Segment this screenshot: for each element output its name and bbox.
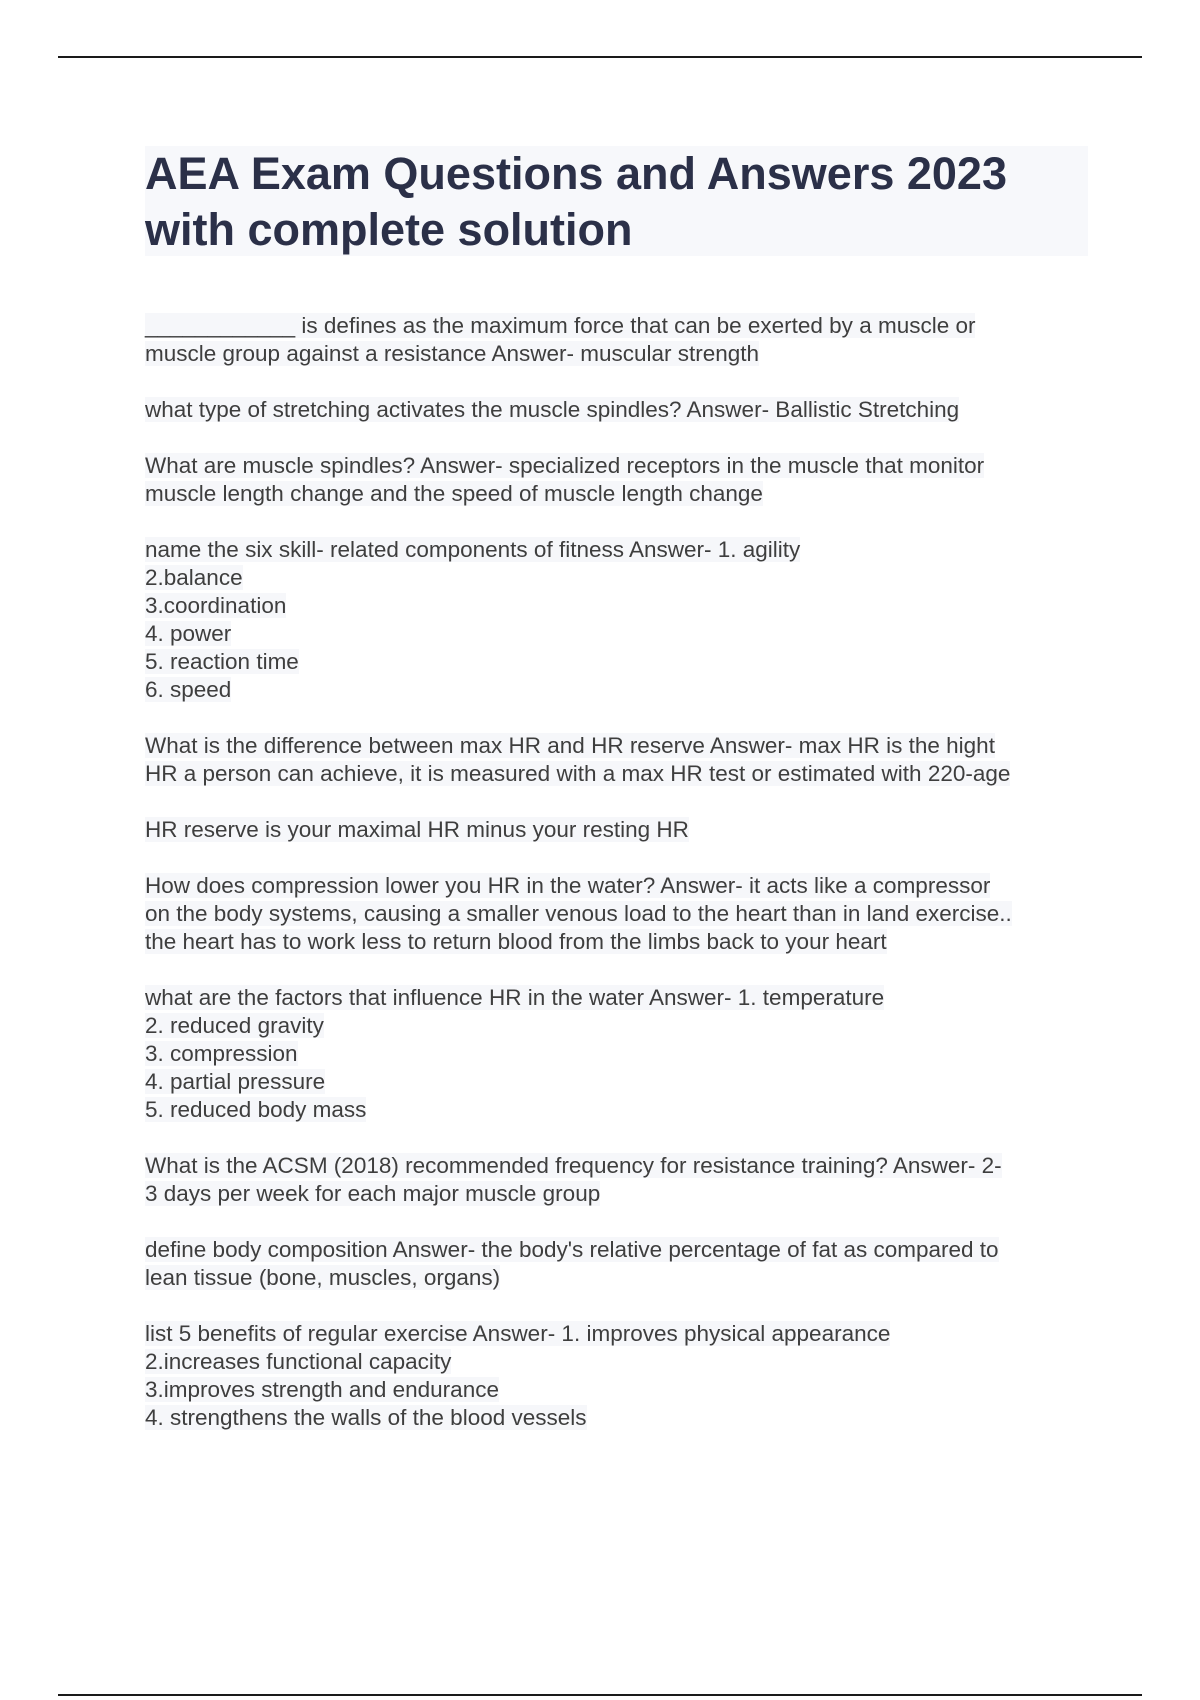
qa-list bbox=[145, 312, 1085, 1460]
qa-line: name the six skill- related components of fitness Answer- 1. agility bbox=[145, 537, 801, 562]
qa-line: 3 days per week for each major muscle group bbox=[145, 1181, 601, 1206]
qa-item bbox=[145, 396, 1085, 424]
qa-line: 4. partial pressure bbox=[145, 1069, 326, 1094]
qa-item bbox=[145, 1236, 1085, 1292]
qa-line: 3.coordination bbox=[145, 593, 287, 618]
qa-line: what are the factors that influence HR in the water Answer- 1. temperature bbox=[145, 985, 885, 1010]
qa-line: 4. power bbox=[145, 621, 232, 646]
qa-line: How does compression lower you HR in the water? Answer- it acts like a compressor bbox=[145, 873, 991, 898]
qa-line: 4. strengthens the walls of the blood vessels bbox=[145, 1405, 587, 1430]
qa-line: muscle length change and the speed of muscle length change bbox=[145, 481, 763, 506]
qa-line: 5. reaction time bbox=[145, 649, 299, 674]
qa-line: 3. compression bbox=[145, 1041, 298, 1066]
qa-item bbox=[145, 452, 1085, 508]
qa-item bbox=[145, 872, 1085, 956]
title-line: with complete solution bbox=[145, 204, 633, 255]
qa-item bbox=[145, 1152, 1085, 1208]
qa-line: 5. reduced body mass bbox=[145, 1097, 367, 1122]
qa-item bbox=[145, 816, 1085, 844]
qa-line: What is the ACSM (2018) recommended frequency for resistance training? Answer- 2- bbox=[145, 1153, 1002, 1178]
qa-item bbox=[145, 312, 1085, 368]
qa-item bbox=[145, 732, 1085, 788]
qa-line: 6. speed bbox=[145, 677, 232, 702]
qa-line: HR reserve is your maximal HR minus your resting HR bbox=[145, 817, 689, 842]
qa-line: 2.balance bbox=[145, 565, 243, 590]
qa-item bbox=[145, 1320, 1085, 1432]
document-title bbox=[145, 146, 1088, 256]
footer-rule bbox=[58, 1694, 1142, 1696]
qa-line: 3.improves strength and endurance bbox=[145, 1377, 499, 1402]
qa-line: 2. reduced gravity bbox=[145, 1013, 324, 1038]
qa-line: lean tissue (bone, muscles, organs) bbox=[145, 1265, 501, 1290]
qa-line: define body composition Answer- the body's relative percentage of fat as compared to bbox=[145, 1237, 999, 1262]
qa-line: 2.increases functional capacity bbox=[145, 1349, 452, 1374]
qa-line: what type of stretching activates the muscle spindles? Answer- Ballistic Stretching bbox=[145, 397, 960, 422]
header-rule bbox=[58, 56, 1142, 58]
qa-item bbox=[145, 984, 1085, 1124]
qa-line: ____________ is defines as the maximum force that can be exerted by a muscle or bbox=[145, 313, 976, 338]
qa-line: list 5 benefits of regular exercise Answer- 1. improves physical appearance bbox=[145, 1321, 891, 1346]
qa-line: HR a person can achieve, it is measured with a max HR test or estimated with 220-age bbox=[145, 761, 1011, 786]
qa-line: What are muscle spindles? Answer- specialized receptors in the muscle that monitor bbox=[145, 453, 985, 478]
qa-line: the heart has to work less to return blood from the limbs back to your heart bbox=[145, 929, 887, 954]
qa-item bbox=[145, 536, 1085, 704]
qa-line: on the body systems, causing a smaller venous load to the heart than in land exercise.. bbox=[145, 901, 1012, 926]
title-line: AEA Exam Questions and Answers 2023 bbox=[145, 148, 1007, 199]
qa-line: What is the difference between max HR and HR reserve Answer- max HR is the hight bbox=[145, 733, 995, 758]
qa-line: muscle group against a resistance Answer- muscular strength bbox=[145, 341, 760, 366]
